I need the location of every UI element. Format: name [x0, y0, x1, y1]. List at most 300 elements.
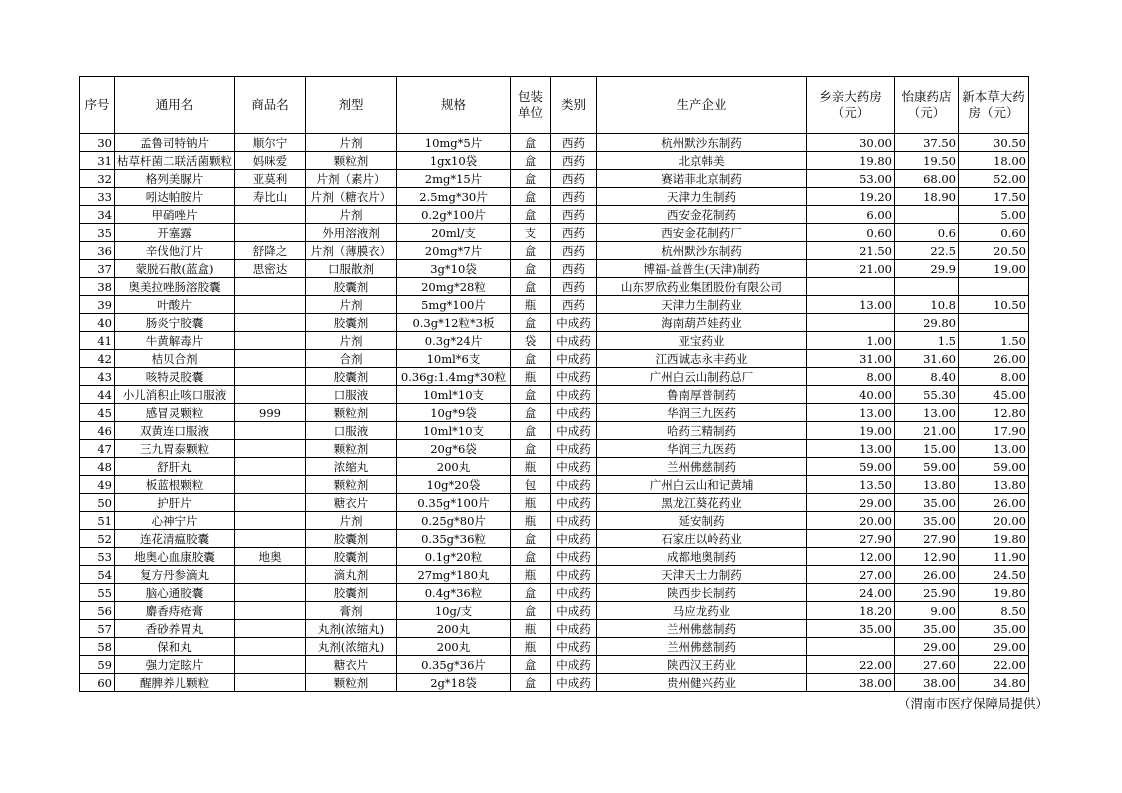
cell-generic-name: 咳特灵胶囊	[115, 368, 235, 386]
cell-generic-name: 甲硝唑片	[115, 206, 235, 224]
cell-price-yikang: 29.80	[895, 314, 959, 332]
cell-brand-name: 亚莫利	[235, 170, 306, 188]
cell-price-yikang: 26.00	[895, 566, 959, 584]
cell-index: 50	[80, 494, 115, 512]
cell-price-yikang: 37.50	[895, 134, 959, 152]
cell-manufacturer: 广州白云山制药总厂	[597, 368, 807, 386]
cell-index: 59	[80, 656, 115, 674]
cell-index: 52	[80, 530, 115, 548]
cell-price-xinbencao: 17.50	[959, 188, 1029, 206]
cell-pack-unit: 盒	[511, 350, 551, 368]
cell-spec: 20ml/支	[397, 224, 511, 242]
table-row	[80, 224, 1029, 242]
cell-price-xiangqin: 21.50	[807, 242, 895, 260]
cell-price-xiangqin: 35.00	[807, 620, 895, 638]
cell-manufacturer: 西安金花制药	[597, 206, 807, 224]
cell-generic-name: 感冒灵颗粒	[115, 404, 235, 422]
cell-price-xinbencao: 35.00	[959, 620, 1029, 638]
cell-brand-name	[235, 512, 306, 530]
cell-pack-unit: 盒	[511, 206, 551, 224]
cell-dosage-form: 胶囊剂	[306, 368, 397, 386]
cell-manufacturer: 马应龙药业	[597, 602, 807, 620]
cell-dosage-form: 颗粒剂	[306, 152, 397, 170]
cell-dosage-form: 浓缩丸	[306, 458, 397, 476]
cell-price-yikang: 31.60	[895, 350, 959, 368]
cell-dosage-form: 胶囊剂	[306, 314, 397, 332]
cell-price-xiangqin: 19.20	[807, 188, 895, 206]
cell-price-yikang: 27.60	[895, 656, 959, 674]
cell-brand-name	[235, 224, 306, 242]
cell-index: 42	[80, 350, 115, 368]
cell-pack-unit: 瓶	[511, 494, 551, 512]
cell-index: 34	[80, 206, 115, 224]
cell-category: 中成药	[551, 440, 597, 458]
cell-price-xinbencao: 34.80	[959, 674, 1029, 692]
table-row	[80, 422, 1029, 440]
cell-manufacturer: 天津力生制药	[597, 188, 807, 206]
cell-manufacturer: 华润三九医药	[597, 404, 807, 422]
cell-generic-name: 板蓝根颗粒	[115, 476, 235, 494]
cell-generic-name: 孟鲁司特钠片	[115, 134, 235, 152]
cell-pack-unit: 袋	[511, 332, 551, 350]
cell-index: 40	[80, 314, 115, 332]
cell-dosage-form: 丸剂(浓缩丸)	[306, 620, 397, 638]
cell-index: 45	[80, 404, 115, 422]
cell-generic-name: 叶酸片	[115, 296, 235, 314]
cell-manufacturer: 海南葫芦娃药业	[597, 314, 807, 332]
cell-pack-unit: 盒	[511, 170, 551, 188]
cell-generic-name: 小儿消积止咳口服液	[115, 386, 235, 404]
cell-brand-name	[235, 458, 306, 476]
cell-price-xiangqin: 19.80	[807, 152, 895, 170]
source-note: （渭南市医疗保障局提供）	[897, 696, 1048, 711]
cell-dosage-form: 合剂	[306, 350, 397, 368]
cell-brand-name: 顺尔宁	[235, 134, 306, 152]
cell-spec: 0.1g*20粒	[397, 548, 511, 566]
cell-brand-name	[235, 638, 306, 656]
cell-index: 60	[80, 674, 115, 692]
header-index: 序号	[80, 77, 115, 134]
cell-manufacturer: 亚宝药业	[597, 332, 807, 350]
cell-manufacturer: 华润三九医药	[597, 440, 807, 458]
table-row	[80, 296, 1029, 314]
cell-category: 中成药	[551, 566, 597, 584]
header-price-xinbencao: 新本草大药房（元）	[959, 77, 1029, 134]
cell-price-xiangqin: 31.00	[807, 350, 895, 368]
table-row	[80, 512, 1029, 530]
cell-dosage-form: 片剂	[306, 332, 397, 350]
cell-category: 西药	[551, 152, 597, 170]
cell-spec: 0.4g*36粒	[397, 584, 511, 602]
cell-price-xiangqin: 19.00	[807, 422, 895, 440]
cell-price-xinbencao: 10.50	[959, 296, 1029, 314]
cell-pack-unit: 盒	[511, 404, 551, 422]
cell-index: 55	[80, 584, 115, 602]
cell-generic-name: 心神宁片	[115, 512, 235, 530]
table-row	[80, 548, 1029, 566]
cell-brand-name: 寿比山	[235, 188, 306, 206]
cell-spec: 2.5mg*30片	[397, 188, 511, 206]
cell-manufacturer: 陕西汉王药业	[597, 656, 807, 674]
table-row	[80, 620, 1029, 638]
cell-pack-unit: 盒	[511, 674, 551, 692]
cell-price-yikang: 13.00	[895, 404, 959, 422]
table-row	[80, 170, 1029, 188]
cell-price-xinbencao: 5.00	[959, 206, 1029, 224]
table-row	[80, 440, 1029, 458]
cell-price-xinbencao: 8.00	[959, 368, 1029, 386]
cell-generic-name: 牛黄解毒片	[115, 332, 235, 350]
cell-price-xinbencao: 12.80	[959, 404, 1029, 422]
cell-category: 中成药	[551, 656, 597, 674]
cell-brand-name	[235, 422, 306, 440]
cell-generic-name: 舒肝丸	[115, 458, 235, 476]
cell-category: 中成药	[551, 584, 597, 602]
cell-generic-name: 开塞露	[115, 224, 235, 242]
cell-category: 西药	[551, 170, 597, 188]
cell-generic-name: 桔贝合剂	[115, 350, 235, 368]
cell-generic-name: 吲达帕胺片	[115, 188, 235, 206]
cell-category: 西药	[551, 134, 597, 152]
cell-price-yikang: 25.90	[895, 584, 959, 602]
cell-price-xiangqin	[807, 638, 895, 656]
table-row	[80, 404, 1029, 422]
cell-brand-name	[235, 332, 306, 350]
cell-index: 48	[80, 458, 115, 476]
cell-index: 44	[80, 386, 115, 404]
cell-generic-name: 双黄连口服液	[115, 422, 235, 440]
cell-spec: 200丸	[397, 458, 511, 476]
cell-manufacturer: 北京韩美	[597, 152, 807, 170]
cell-generic-name: 辛伐他汀片	[115, 242, 235, 260]
cell-price-yikang: 13.80	[895, 476, 959, 494]
cell-price-yikang: 0.6	[895, 224, 959, 242]
cell-price-xinbencao: 59.00	[959, 458, 1029, 476]
cell-brand-name	[235, 494, 306, 512]
table-row	[80, 350, 1029, 368]
cell-spec: 10mg*5片	[397, 134, 511, 152]
cell-pack-unit: 盒	[511, 530, 551, 548]
cell-dosage-form: 片剂（糖衣片）	[306, 188, 397, 206]
cell-price-yikang: 55.30	[895, 386, 959, 404]
cell-category: 中成药	[551, 386, 597, 404]
cell-manufacturer: 赛诺菲北京制药	[597, 170, 807, 188]
cell-spec: 10g/支	[397, 602, 511, 620]
cell-manufacturer: 杭州默沙东制药	[597, 242, 807, 260]
table-row	[80, 656, 1029, 674]
cell-index: 30	[80, 134, 115, 152]
cell-price-xinbencao: 26.00	[959, 494, 1029, 512]
cell-dosage-form: 胶囊剂	[306, 584, 397, 602]
cell-pack-unit: 瓶	[511, 368, 551, 386]
cell-spec: 20mg*28粒	[397, 278, 511, 296]
header-brand-name: 商品名	[235, 77, 306, 134]
cell-generic-name: 三九胃泰颗粒	[115, 440, 235, 458]
table-row	[80, 278, 1029, 296]
cell-pack-unit: 瓶	[511, 638, 551, 656]
cell-generic-name: 保和丸	[115, 638, 235, 656]
cell-pack-unit: 盒	[511, 260, 551, 278]
cell-price-xiangqin: 38.00	[807, 674, 895, 692]
cell-price-yikang: 21.00	[895, 422, 959, 440]
cell-price-xinbencao: 24.50	[959, 566, 1029, 584]
cell-generic-name: 连花清瘟胶囊	[115, 530, 235, 548]
cell-price-yikang: 19.50	[895, 152, 959, 170]
cell-generic-name: 麝香痔疮膏	[115, 602, 235, 620]
cell-manufacturer: 陕西步长制药	[597, 584, 807, 602]
cell-pack-unit: 盒	[511, 386, 551, 404]
cell-generic-name: 脑心通胶囊	[115, 584, 235, 602]
cell-generic-name: 强力定眩片	[115, 656, 235, 674]
cell-spec: 0.25g*80片	[397, 512, 511, 530]
table-row	[80, 260, 1029, 278]
cell-spec: 0.35g*100片	[397, 494, 511, 512]
cell-brand-name	[235, 530, 306, 548]
cell-brand-name	[235, 440, 306, 458]
cell-index: 32	[80, 170, 115, 188]
cell-price-yikang: 15.00	[895, 440, 959, 458]
cell-pack-unit: 盒	[511, 422, 551, 440]
cell-price-xiangqin: 27.00	[807, 566, 895, 584]
header-category: 类别	[551, 77, 597, 134]
cell-price-yikang: 10.8	[895, 296, 959, 314]
table-row	[80, 332, 1029, 350]
cell-brand-name: 地奥	[235, 548, 306, 566]
table-row	[80, 386, 1029, 404]
cell-price-xiangqin	[807, 278, 895, 296]
cell-category: 中成药	[551, 638, 597, 656]
cell-spec: 2mg*15片	[397, 170, 511, 188]
cell-price-xiangqin: 29.00	[807, 494, 895, 512]
cell-dosage-form: 糖衣片	[306, 494, 397, 512]
header-generic-name: 通用名	[115, 77, 235, 134]
cell-brand-name	[235, 620, 306, 638]
table-row	[80, 602, 1029, 620]
cell-dosage-form: 片剂	[306, 206, 397, 224]
cell-pack-unit: 瓶	[511, 620, 551, 638]
cell-index: 39	[80, 296, 115, 314]
cell-manufacturer: 延安制药	[597, 512, 807, 530]
cell-index: 58	[80, 638, 115, 656]
cell-price-xinbencao: 26.00	[959, 350, 1029, 368]
cell-manufacturer: 成都地奥制药	[597, 548, 807, 566]
table-body	[80, 134, 1029, 692]
cell-category: 中成药	[551, 476, 597, 494]
cell-dosage-form: 口服液	[306, 386, 397, 404]
cell-manufacturer: 杭州默沙东制药	[597, 134, 807, 152]
header-spec: 规格	[397, 77, 511, 134]
cell-pack-unit: 盒	[511, 314, 551, 332]
cell-category: 中成药	[551, 350, 597, 368]
cell-pack-unit: 盒	[511, 440, 551, 458]
cell-pack-unit: 盒	[511, 656, 551, 674]
cell-generic-name: 护肝片	[115, 494, 235, 512]
cell-price-yikang	[895, 206, 959, 224]
cell-brand-name	[235, 656, 306, 674]
cell-brand-name	[235, 278, 306, 296]
cell-price-yikang: 35.00	[895, 512, 959, 530]
cell-generic-name: 醒脾养儿颗粒	[115, 674, 235, 692]
cell-generic-name: 复方丹参滴丸	[115, 566, 235, 584]
cell-spec: 200丸	[397, 620, 511, 638]
table-row	[80, 494, 1029, 512]
cell-pack-unit: 盒	[511, 188, 551, 206]
cell-spec: 20g*6袋	[397, 440, 511, 458]
cell-spec: 0.35g*36片	[397, 656, 511, 674]
table-row	[80, 242, 1029, 260]
cell-dosage-form: 糖衣片	[306, 656, 397, 674]
cell-price-xinbencao: 17.90	[959, 422, 1029, 440]
cell-brand-name: 思密达	[235, 260, 306, 278]
cell-pack-unit: 支	[511, 224, 551, 242]
cell-manufacturer: 鲁南厚普制药	[597, 386, 807, 404]
cell-price-xiangqin: 30.00	[807, 134, 895, 152]
cell-price-xiangqin	[807, 314, 895, 332]
cell-index: 51	[80, 512, 115, 530]
cell-brand-name	[235, 584, 306, 602]
cell-price-yikang: 27.90	[895, 530, 959, 548]
cell-price-xinbencao: 11.90	[959, 548, 1029, 566]
cell-manufacturer: 兰州佛慈制药	[597, 458, 807, 476]
cell-dosage-form: 片剂（素片）	[306, 170, 397, 188]
cell-index: 35	[80, 224, 115, 242]
cell-generic-name: 香砂养胃丸	[115, 620, 235, 638]
cell-brand-name	[235, 314, 306, 332]
cell-price-yikang: 9.00	[895, 602, 959, 620]
cell-category: 中成药	[551, 602, 597, 620]
cell-price-xinbencao: 20.50	[959, 242, 1029, 260]
cell-category: 西药	[551, 260, 597, 278]
cell-pack-unit: 瓶	[511, 512, 551, 530]
cell-price-xinbencao: 1.50	[959, 332, 1029, 350]
cell-price-xinbencao: 13.80	[959, 476, 1029, 494]
cell-price-xinbencao: 22.00	[959, 656, 1029, 674]
cell-dosage-form: 颗粒剂	[306, 476, 397, 494]
table-row	[80, 206, 1029, 224]
cell-pack-unit: 瓶	[511, 458, 551, 476]
cell-dosage-form: 颗粒剂	[306, 440, 397, 458]
cell-price-xiangqin: 8.00	[807, 368, 895, 386]
cell-dosage-form: 颗粒剂	[306, 674, 397, 692]
cell-index: 47	[80, 440, 115, 458]
cell-index: 57	[80, 620, 115, 638]
cell-dosage-form: 片剂	[306, 296, 397, 314]
cell-price-xiangqin: 13.00	[807, 296, 895, 314]
cell-brand-name	[235, 674, 306, 692]
cell-category: 西药	[551, 296, 597, 314]
table-row	[80, 566, 1029, 584]
cell-manufacturer: 兰州佛慈制药	[597, 638, 807, 656]
cell-price-xinbencao: 19.80	[959, 584, 1029, 602]
cell-price-yikang: 8.40	[895, 368, 959, 386]
cell-price-yikang: 29.9	[895, 260, 959, 278]
cell-category: 西药	[551, 224, 597, 242]
cell-dosage-form: 胶囊剂	[306, 530, 397, 548]
cell-category: 中成药	[551, 530, 597, 548]
cell-price-xiangqin: 27.90	[807, 530, 895, 548]
cell-spec: 1gx10袋	[397, 152, 511, 170]
cell-spec: 3g*10袋	[397, 260, 511, 278]
cell-manufacturer: 山东罗欣药业集团股份有限公司	[597, 278, 807, 296]
table-row	[80, 476, 1029, 494]
table-row	[80, 638, 1029, 656]
cell-dosage-form: 口服散剂	[306, 260, 397, 278]
cell-price-xinbencao	[959, 314, 1029, 332]
table-row	[80, 152, 1029, 170]
cell-category: 中成药	[551, 422, 597, 440]
cell-index: 36	[80, 242, 115, 260]
cell-brand-name: 舒降之	[235, 242, 306, 260]
cell-price-xinbencao: 19.80	[959, 530, 1029, 548]
cell-manufacturer: 西安金花制药厂	[597, 224, 807, 242]
cell-spec: 0.35g*36粒	[397, 530, 511, 548]
cell-price-yikang: 38.00	[895, 674, 959, 692]
cell-price-xinbencao: 0.60	[959, 224, 1029, 242]
table-row	[80, 458, 1029, 476]
cell-brand-name	[235, 386, 306, 404]
cell-manufacturer: 哈药三精制药	[597, 422, 807, 440]
cell-manufacturer: 黑龙江葵花药业	[597, 494, 807, 512]
cell-generic-name: 枯草杆菌二联活菌颗粒	[115, 152, 235, 170]
cell-price-xiangqin: 22.00	[807, 656, 895, 674]
cell-spec: 27mg*180丸	[397, 566, 511, 584]
cell-price-yikang: 68.00	[895, 170, 959, 188]
cell-brand-name: 妈咪爱	[235, 152, 306, 170]
cell-generic-name: 奥美拉唑肠溶胶囊	[115, 278, 235, 296]
cell-manufacturer: 天津力生制药业	[597, 296, 807, 314]
cell-price-xiangqin: 18.20	[807, 602, 895, 620]
cell-dosage-form: 胶囊剂	[306, 548, 397, 566]
table-row	[80, 674, 1029, 692]
cell-category: 中成药	[551, 512, 597, 530]
cell-category: 西药	[551, 242, 597, 260]
cell-dosage-form: 颗粒剂	[306, 404, 397, 422]
cell-dosage-form: 丸剂(浓缩丸)	[306, 638, 397, 656]
cell-spec: 10g*20袋	[397, 476, 511, 494]
cell-dosage-form: 口服液	[306, 422, 397, 440]
cell-spec: 10ml*10支	[397, 422, 511, 440]
cell-price-yikang: 59.00	[895, 458, 959, 476]
table-row	[80, 368, 1029, 386]
cell-brand-name	[235, 350, 306, 368]
cell-price-yikang: 29.00	[895, 638, 959, 656]
cell-spec: 0.2g*100片	[397, 206, 511, 224]
cell-price-xinbencao: 52.00	[959, 170, 1029, 188]
cell-price-xinbencao: 18.00	[959, 152, 1029, 170]
header-manufacturer: 生产企业	[597, 77, 807, 134]
cell-manufacturer: 贵州健兴药业	[597, 674, 807, 692]
cell-price-xiangqin: 13.00	[807, 440, 895, 458]
cell-index: 54	[80, 566, 115, 584]
price-table	[79, 76, 1029, 692]
cell-spec: 10ml*10支	[397, 386, 511, 404]
cell-index: 49	[80, 476, 115, 494]
header-price-yikang: 怡康药店（元）	[895, 77, 959, 134]
cell-price-yikang: 1.5	[895, 332, 959, 350]
cell-pack-unit: 盒	[511, 548, 551, 566]
cell-pack-unit: 盒	[511, 584, 551, 602]
cell-spec: 200丸	[397, 638, 511, 656]
cell-price-xiangqin: 13.50	[807, 476, 895, 494]
cell-pack-unit: 盒	[511, 152, 551, 170]
cell-pack-unit: 盒	[511, 134, 551, 152]
table-row	[80, 314, 1029, 332]
cell-price-xinbencao	[959, 278, 1029, 296]
cell-spec: 2g*18袋	[397, 674, 511, 692]
cell-dosage-form: 片剂	[306, 512, 397, 530]
table-row	[80, 134, 1029, 152]
cell-price-yikang: 35.00	[895, 620, 959, 638]
